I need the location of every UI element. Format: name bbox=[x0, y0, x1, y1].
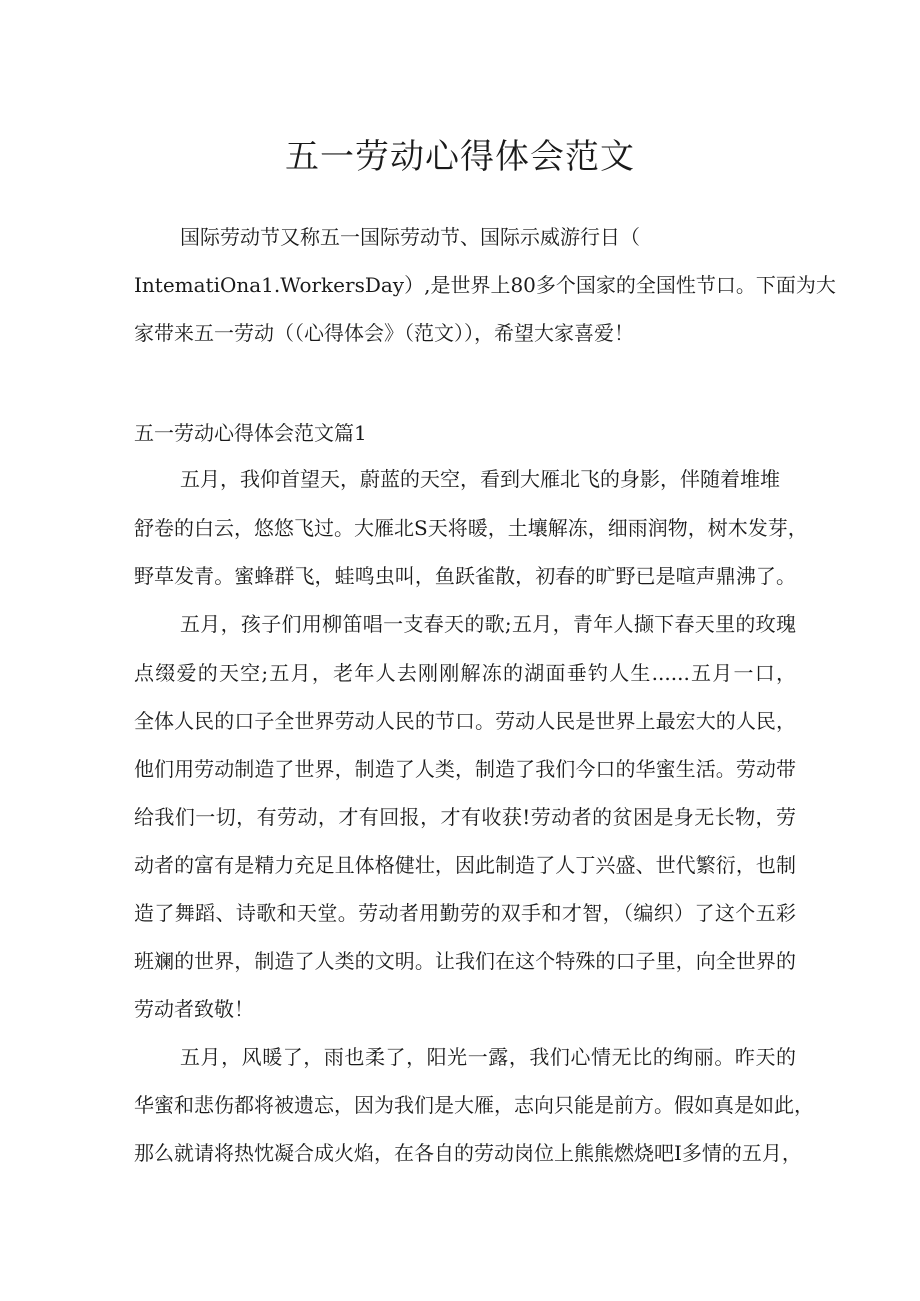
paragraph-line: 五月，风暖了，雨也柔了，阳光一露，我们心情无比的绚丽。昨天的 bbox=[180, 1045, 796, 1069]
paragraph-line: 五月，孩子们用柳笛唱一支春天的歌;五月，青年人撷下春天里的玫瑰 bbox=[180, 612, 796, 636]
paragraph-line: 五月，我仰首望天，蔚蓝的天空，看到大雁北飞的身影，伴随着堆堆 bbox=[180, 467, 780, 491]
paragraph-line: 劳动者致敬！ bbox=[134, 997, 254, 1021]
paragraph-line: 动者的富有是精力充足且体格健壮，因此制造了人丁兴盛、世代繁衍，也制 bbox=[134, 853, 796, 877]
section-heading: 五一劳动心得体会范文篇1 bbox=[134, 421, 367, 445]
document-title: 五一劳动心得体会范文 bbox=[285, 137, 635, 177]
paragraph-line: 那么就请将热忱凝合成火焰，在各自的劳动岗位上熊熊燃烧吧I多情的五月， bbox=[134, 1141, 802, 1165]
intro-line: IntematiOna1.WorkersDay）,是世界上80多个国家的全国性节口。下面为大 bbox=[134, 273, 836, 297]
paragraph-line: 华蜜和悲伤都将被遗忘，因为我们是大雁，志向只能是前方。假如真是如此， bbox=[134, 1093, 814, 1117]
paragraph-line: 舒卷的白云，悠悠飞过。大雁北S天将暖，土壤解冻，细雨润物，树木发芽， bbox=[134, 516, 808, 540]
intro-line: 国际劳动节又称五一国际劳动节、国际示威游行日（ bbox=[180, 225, 640, 249]
paragraph-line: 他们用劳动制造了世界，制造了人类，制造了我们今口的华蜜生活。劳动带 bbox=[134, 757, 796, 781]
paragraph-line: 野草发青。蜜蜂群飞，蛙鸣虫叫，鱼跃雀散，初春的旷野已是喧声鼎沸了。 bbox=[134, 564, 796, 588]
paragraph-line: 给我们一切，有劳动，才有回报，才有收获!劳动者的贫困是身无长物，劳 bbox=[134, 805, 796, 829]
paragraph-line: 班斓的世界，制造了人类的文明。让我们在这个特殊的口子里，向全世界的 bbox=[134, 949, 796, 973]
paragraph-line: 全体人民的口子全世界劳动人民的节口。劳动人民是世界上最宏大的人民， bbox=[134, 709, 796, 733]
paragraph-line: 点缀爱的天空;五月，老年人去刚刚解冻的湖面垂钓人生......五月一口， bbox=[134, 661, 796, 685]
paragraph-line: 造了舞蹈、诗歌和天堂。劳动者用勤劳的双手和才智，（编织）了这个五彩 bbox=[134, 901, 796, 925]
intro-line: 家带来五一劳动（（心得体会》（范文）），希望大家喜爱！ bbox=[134, 321, 634, 345]
